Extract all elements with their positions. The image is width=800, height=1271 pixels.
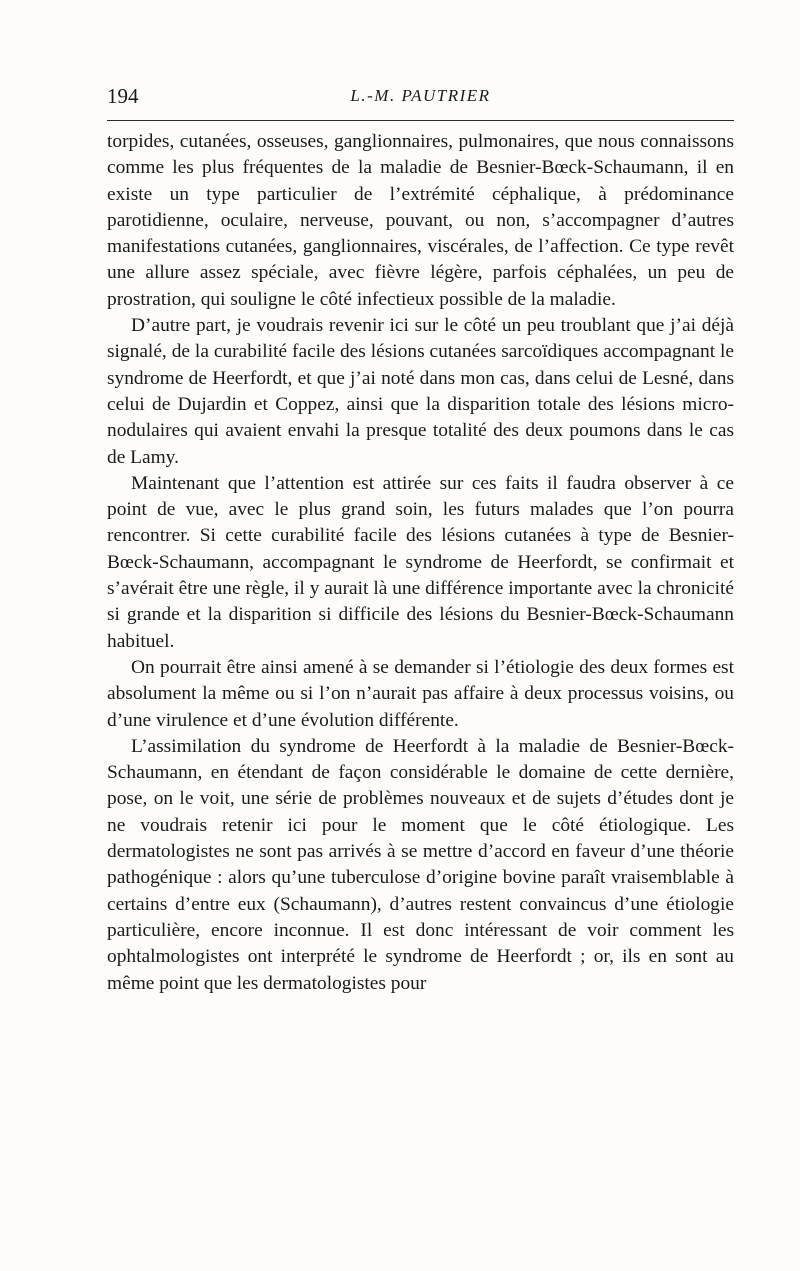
paragraph: D’autre part, je voudrais revenir ici sur le côté un peu troublant que j’ai déjà signalé, de la curabilité facile des lésions cutanées sarcoïdiques accompagnant le syndrome de Heerfordt, et que j’ai noté dans mon cas, dans celui de Lesné, dans celui de Dujardin et Coppez, ainsi que la disparition totale des lésions micro-nodulaires qui avaient envahi la presque totalité des deux poumons dans le cas de Lamy.	[107, 315, 734, 468]
body-text	[107, 129, 734, 997]
paragraph: L’assimilation du syndrome de Heerfordt à la maladie de Besnier-Bœck-Schaumann, en étendant de façon considérable le domaine de cette dernière, pose, on le voit, une série de problèmes nouveaux et de sujets d’études dont je ne voudrais retenir ici pour le moment que le côté étiologique. Les dermatologistes ne sont pas arrivés à se mettre d’accord en faveur d’une théorie pathogénique : alors qu’une tuberculose d’origine bovine paraît vraisemblable à certains d’entre eux (Schaumann), d’autres restent convaincus d’une étiologie particulière, encore inconnue. Il est donc intéressant de voir comment les ophtalmologistes ont interprété le syndrome de Heerfordt ; or, ils en sont au même point que les dermatologistes pour	[107, 735, 734, 994]
page-number: 194	[107, 84, 139, 108]
running-head	[107, 84, 734, 116]
running-head-author: L.-M. PAUTRIER	[350, 86, 491, 105]
paragraph: On pourrait être ainsi amené à se demander si l’étiologie des deux formes est absolument la même ou si l’on n’aurait pas affaire à deux processus voisins, ou d’une virulence et d’une évolution différente.	[107, 656, 734, 731]
header-rule	[107, 120, 734, 121]
paragraph-continued: torpides, cutanées, osseuses, ganglionnaires, pulmonaires, que nous connaissons comme les plus fréquentes de la maladie de Besnier-Bœck-Schaumann, il en existe un type particulier de l’extrémité céphalique, à prédominance parotidienne, oculaire, nerveuse, pouvant, ou non, s’accompagner d’autres manifestations cutanées, ganglionnaires, viscérales, de l’affection. Ce type revêt une allure assez spéciale, avec fièvre légère, parfois céphalées, un peu de prostration, qui souligne le côté infectieux possible de la maladie.	[107, 131, 734, 310]
paragraph: Maintenant que l’attention est attirée sur ces faits il faudra observer à ce point de vue, avec le plus grand soin, les futurs malades que l’on pourra rencontrer. Si cette curabilité facile des lésions cutanées à type de Besnier-Bœck-Schaumann, accompagnant le syndrome de Heerfordt, se confirmait et s’avérait être une règle, il y aurait là une différence importante avec la chronicité si grande et la disparition si difficile des lésions du Besnier-Bœck-Schaumann habituel.	[107, 472, 734, 652]
